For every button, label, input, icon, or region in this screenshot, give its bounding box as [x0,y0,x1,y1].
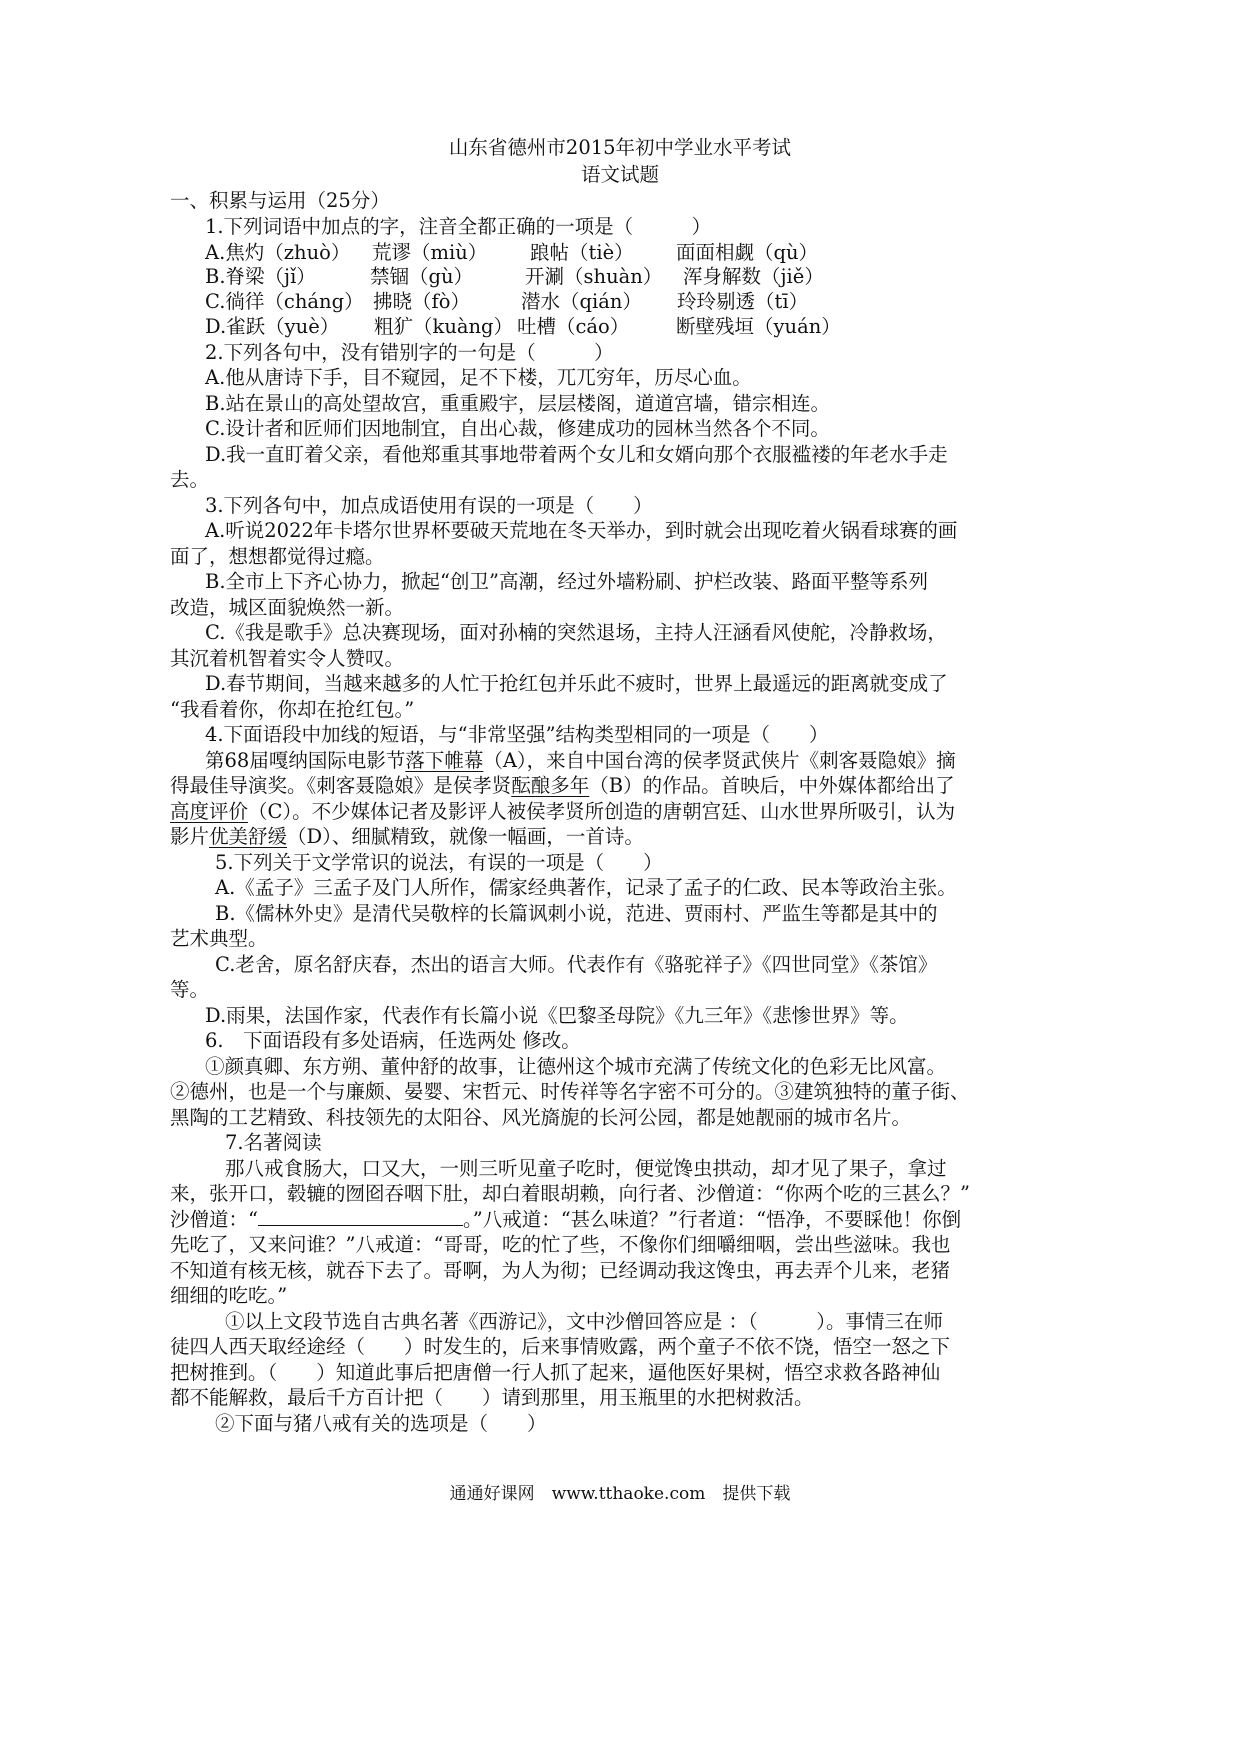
question-4-stem: 4.下面语段中加线的短语，与“非常坚强”结构类型相同的一项是（ ） [205,723,829,746]
q7-subquestion-1-line3: 把树推到。（ ）知道此事后把唐僧一行人抓了起来，逼他医好果树，悟空求救各路神仙 [170,1361,941,1384]
page-footer: 通通好课网 www.tthaoke.com 提供下载 [449,1484,791,1504]
q2-option-a: A.他从唐诗下手，目不窥园，足不下楼，兀兀穷年，历尽心血。 [205,366,752,389]
question-7-stem: 7.名著阅读 [225,1131,322,1154]
q5-option-d: D.雨果，法国作家，代表作有长篇小说《巴黎圣母院》《九三年》《悲惨世界》等。 [205,1004,909,1027]
q2-option-c: C.设计者和匠师们因地制宜，自出心裁，修建成功的园林当然各个不同。 [205,417,830,440]
q1-option-d-3: 吐槽（cáo） [517,315,630,338]
q6-passage-line3: 黑陶的工艺精致、科技领先的太阳谷、风光旖旎的长河公园，都是她靓丽的城市名片。 [170,1106,912,1129]
q4-text: （A），来自中国台湾的侯孝贤武侠片《刺客聂隐娘》摘 [483,749,956,772]
question-5-stem: 5.下列关于文学常识的说法，有误的一项是（ ） [215,851,663,874]
page-subtitle: 语文试题 [580,163,659,186]
q1-option-c-1: C.徜徉（cháng） [205,290,364,313]
q7-passage-line4: 先吃了，又来问谁？”八戒道：“哥哥，吃的忙了些，不像你们细嚼细咽，尝出些滋味。我也 [170,1233,951,1256]
q2-option-b: B.站在景山的高处望故宫，重重殿宇，层层楼阁，道道宫墙，错宗相连。 [205,392,831,415]
q7-passage-line1: 那八戒食肠大，口又大，一则三听见童子吃时，便觉馋虫拱动，却才见了果子，拿过 [225,1157,947,1180]
q7-subquestion-1-line2: 徒四人西天取经途经（ ）时发生的，后来事情败露，两个童子不依不饶，悟空一怒之下 [170,1335,951,1358]
q4-text: 影片 [170,825,210,848]
q4-underlined-phrase-c: 高度评价 [170,800,249,823]
question-2-stem: 2.下列各句中，没有错别字的一句是（ ） [205,341,614,364]
q1-option-d-1: D.雀跃（yuè） [205,315,340,338]
page-title: 山东省德州市2015年初中学业水平考试 [448,136,792,159]
q4-text: 第68届嘎纳国际电影节 [205,749,406,772]
q7-passage-line6: 细细的吃吃。” [170,1284,288,1307]
q2-option-d-line1: D.我一直盯着父亲，看他郑重其事地带着两个女儿和女婿向那个衣服褴褛的年老水手走 [205,443,948,466]
q1-option-c-4: 玲玲剔透（tī） [677,290,809,313]
q1-option-d-4: 断壁残垣（yuán） [676,315,841,338]
q1-option-a-1: A.焦灼（zhuò） [205,241,351,264]
q3-option-d-line1: D.春节期间，当越来越多的人忙于抢红包并乐此不疲时，世界上最遥远的距离就变成了 [205,672,948,695]
q7-subquestion-1-line4: 都不能解救，最后千方百计把（ ）请到那里，用玉瓶里的水把树救活。 [170,1386,814,1409]
q4-passage-line1 [205,747,956,775]
question-1-stem: 1.下列词语中加点的字，注音全都正确的一项是（ ） [205,215,712,238]
question-6-stem: 6. 下面语段有多处语病，任选两处 修改。 [205,1029,581,1052]
q7-text: 。”八戒道：“甚么味道？”行者道：“悟净，不要睬他！你倒 [462,1208,962,1231]
q6-passage-line1: ①颜真卿、东方朔、董仲舒的故事，让德州这个城市充满了传统文化的色彩无比风富。 [205,1055,947,1078]
q4-passage-line4 [170,823,644,851]
q5-option-c-line1: C.老舍，原名舒庆春，杰出的语言大师。代表作有《骆驼祥子》《四世同堂》《茶馆》 [215,953,938,976]
q3-option-c-line1: C.《我是歌手》总决赛现场，面对孙楠的突然退场，主持人汪涵看风使舵，冷静救场， [205,621,947,644]
q4-text: 得最佳导演奖。《刺客聂隐娘》是侯孝贤 [170,774,512,797]
q4-underlined-phrase-b: 酝酿多年 [511,774,590,797]
question-3-stem: 3.下列各句中，加点成语使用有误的一项是（ ） [205,494,653,517]
q4-text: （C）。不少媒体记者及影评人被侯孝贤所创造的唐朝宫廷、山水世界所吸引，认为 [248,800,956,823]
q7-subquestion-2: ②下面与猪八戒有关的选项是（ ） [215,1412,547,1435]
q5-option-b-line1: B.《儒林外史》是清代吴敬梓的长篇讽刺小说，范进、贾雨村、严监生等都是其中的 [215,902,938,925]
q1-option-b-4: 浑身解数（jiě） [683,265,824,288]
q4-passage-line2 [170,772,955,800]
q3-option-a-line2: 面了，想想都觉得过瘾。 [170,545,385,568]
q5-option-a: A.《孟子》三孟子及门人所作，儒家经典著作，记录了孟子的仁政、民本等政治主张。 [215,876,957,899]
q5-option-c-line2: 等。 [170,978,210,1001]
q7-passage-line2: 来，张开口，毂辘的囫囵吞咽下肚，却白着眼胡赖，向行者、沙僧道：“你两个吃的三甚么？” [170,1182,970,1205]
section-heading: 一、积累与运用（25分） [170,189,390,212]
q4-underlined-phrase-d: 优美舒缓 [209,825,288,848]
q1-option-b-3: 开涮（shuàn） [525,265,663,288]
q1-option-b-1: B.脊梁（jǐ） [205,265,316,288]
q1-option-c-2: 拂晓（fò） [373,290,470,313]
q1-option-c-3: 潜水（qián） [521,290,642,313]
q3-option-c-line2: 其沉着机智着实令人赞叹。 [170,647,405,670]
q7-text: 沙僧道：“ [170,1208,258,1231]
q7-passage-line5: 不知道有核无核，就吞下去了。哥啊，为人为彻；已经调动我这馋虫，再去弄个儿来，老猪 [170,1259,951,1282]
q6-passage-line2: ②德州，也是一个与廉颇、晏婴、宋哲元、时传祥等名字密不可分的。③建筑独特的董子街、 [170,1080,970,1103]
answer-blank [258,1207,463,1226]
q3-option-d-line2: “我看着你，你却在抢红包。” [170,698,415,721]
q1-option-a-2: 荒谬（miù） [372,241,488,264]
q3-option-b-line2: 改造，城区面貌焕然一新。 [170,596,405,619]
q2-option-d-line2: 去。 [170,468,210,491]
q4-passage-line3 [170,798,955,826]
q7-subquestion-1-line1: ①以上文段节选自古典名著《西游记》，文中沙僧回答应是 ：（ ）。事情三在师 [225,1310,943,1333]
q4-text: （D）、细腻精致，就像一幅画，一首诗。 [287,825,644,848]
q5-option-b-line2: 艺术典型。 [170,927,268,950]
q4-underlined-phrase-a: 落下帷幕 [405,749,484,772]
q1-option-a-4: 面面相觑（qù） [676,241,819,264]
q1-option-d-2: 粗犷（kuàng） [374,315,514,338]
q3-option-a-line1: A.听说2022年卡塔尔世界杯要破天荒地在冬天举办，到时就会出现吃着火锅看球赛的画 [205,519,958,542]
q3-option-b-line1: B.全市上下齐心协力，掀起“创卫”高潮，经过外墙粉刷、护栏改装、路面平整等系列 [205,570,928,593]
q7-passage-line3 [170,1206,961,1234]
q1-option-b-2: 禁锢（gù） [370,265,474,288]
q1-option-a-3: 踉帖（tiè） [530,241,634,264]
q4-text: （B）的作品。首映后，中外媒体都给出了 [589,774,955,797]
